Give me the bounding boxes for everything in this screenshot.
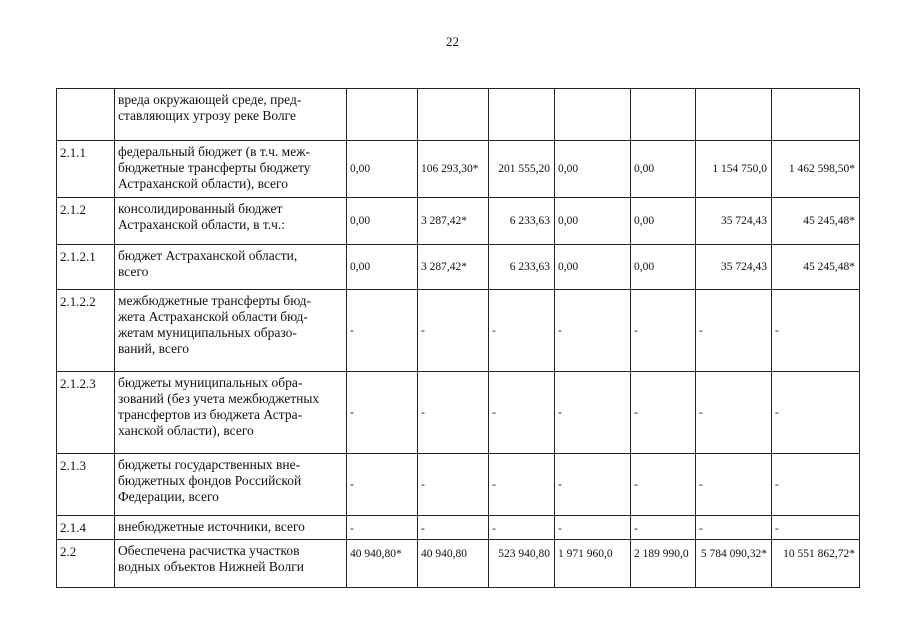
table-row xyxy=(57,141,860,198)
value-cell: 10 551 862,72* xyxy=(772,540,860,588)
value-cell: 1 154 750,0 xyxy=(696,141,772,198)
row-number: 2.1.2 xyxy=(57,198,115,245)
value-cell: 3 287,42* xyxy=(418,198,489,245)
table-row xyxy=(57,454,860,516)
description-line: внебюджетные источники, всего xyxy=(118,519,305,534)
value-cell: - xyxy=(489,516,555,540)
value-cell xyxy=(489,89,555,141)
value-cell: 106 293,30* xyxy=(418,141,489,198)
value-cell: - xyxy=(347,372,418,454)
description-line: бюджеты муниципальных обра- xyxy=(118,375,303,390)
value-cell: 0,00 xyxy=(347,245,418,290)
value-cell: - xyxy=(347,454,418,516)
value-cell: 45 245,48* xyxy=(772,245,860,290)
value-cell: 3 287,42* xyxy=(418,245,489,290)
value-cell: - xyxy=(418,372,489,454)
value-cell: - xyxy=(489,372,555,454)
value-cell: - xyxy=(631,372,696,454)
row-description xyxy=(115,540,347,588)
value-cell: 35 724,43 xyxy=(696,198,772,245)
row-description xyxy=(115,516,347,540)
row-description xyxy=(115,245,347,290)
value-cell: - xyxy=(696,372,772,454)
row-description xyxy=(115,454,347,516)
value-cell: 0,00 xyxy=(631,245,696,290)
value-cell: 201 555,20 xyxy=(489,141,555,198)
value-cell: - xyxy=(347,516,418,540)
row-description xyxy=(115,372,347,454)
value-cell: - xyxy=(696,516,772,540)
table-row xyxy=(57,89,860,141)
description-line: федеральный бюджет (в т.ч. меж- xyxy=(118,144,311,159)
table-row xyxy=(57,290,860,372)
value-cell: 45 245,48* xyxy=(772,198,860,245)
value-cell: 0,00 xyxy=(555,141,631,198)
value-cell: - xyxy=(772,516,860,540)
description-line: всего xyxy=(118,264,149,279)
description-line: ханской области), всего xyxy=(118,423,254,438)
description-line: водных объектов Нижней Волги xyxy=(118,559,304,574)
value-cell: - xyxy=(696,290,772,372)
value-cell: 0,00 xyxy=(555,245,631,290)
value-cell: - xyxy=(418,516,489,540)
value-cell: 40 940,80* xyxy=(347,540,418,588)
value-cell: - xyxy=(772,454,860,516)
value-cell: - xyxy=(555,516,631,540)
value-cell: 2 189 990,0 xyxy=(631,540,696,588)
value-cell: 523 940,80 xyxy=(489,540,555,588)
row-description xyxy=(115,141,347,198)
value-cell: - xyxy=(347,290,418,372)
description-line: ваний, всего xyxy=(118,341,190,356)
value-cell xyxy=(555,89,631,141)
row-number: 2.1.3 xyxy=(57,454,115,516)
description-line: Астраханской области, в т.ч.: xyxy=(118,217,286,232)
page-number: 22 xyxy=(446,34,459,49)
value-cell: 0,00 xyxy=(631,198,696,245)
value-cell: - xyxy=(555,454,631,516)
value-cell: - xyxy=(418,454,489,516)
value-cell xyxy=(347,89,418,141)
value-cell: 0,00 xyxy=(347,198,418,245)
description-line: зований (без учета межбюджетных xyxy=(118,391,320,406)
value-cell: - xyxy=(631,290,696,372)
value-cell: 6 233,63 xyxy=(489,245,555,290)
description-line: консолидированный бюджет xyxy=(118,201,283,216)
row-number: 2.2 xyxy=(57,540,115,588)
row-number: 2.1.2.2 xyxy=(57,290,115,372)
value-cell: 35 724,43 xyxy=(696,245,772,290)
value-cell xyxy=(418,89,489,141)
description-line: бюджет Астраханской области, xyxy=(118,248,298,263)
value-cell: 0,00 xyxy=(555,198,631,245)
value-cell xyxy=(772,89,860,141)
description-line: бюджетных фондов Российской xyxy=(118,473,302,488)
description-line: вреда окружающей среде, пред- xyxy=(118,92,302,107)
table-row xyxy=(57,516,860,540)
value-cell: - xyxy=(489,454,555,516)
value-cell: - xyxy=(696,454,772,516)
value-cell: 5 784 090,32* xyxy=(696,540,772,588)
description-line: Федерации, всего xyxy=(118,489,219,504)
value-cell: - xyxy=(631,454,696,516)
value-cell: - xyxy=(772,290,860,372)
row-number: 2.1.4 xyxy=(57,516,115,540)
row-description xyxy=(115,290,347,372)
description-line: жетам муниципальных образо- xyxy=(118,325,297,340)
table-row xyxy=(57,540,860,588)
row-description xyxy=(115,198,347,245)
value-cell: 0,00 xyxy=(347,141,418,198)
value-cell: 0,00 xyxy=(631,141,696,198)
table-row xyxy=(57,245,860,290)
description-line: ставляющих угрозу реке Волге xyxy=(118,108,296,123)
row-number: 2.1.2.3 xyxy=(57,372,115,454)
value-cell: 1 971 960,0 xyxy=(555,540,631,588)
row-number: 2.1.2.1 xyxy=(57,245,115,290)
value-cell xyxy=(631,89,696,141)
table-row xyxy=(57,372,860,454)
value-cell: - xyxy=(418,290,489,372)
value-cell: - xyxy=(555,290,631,372)
description-line: трансфертов из бюджета Астра- xyxy=(118,407,303,422)
value-cell: - xyxy=(631,516,696,540)
value-cell: 6 233,63 xyxy=(489,198,555,245)
table-row xyxy=(57,198,860,245)
description-line: межбюджетные трансферты бюд- xyxy=(118,293,312,308)
description-line: Астраханской области), всего xyxy=(118,176,288,191)
value-cell: - xyxy=(555,372,631,454)
row-number xyxy=(57,89,115,141)
description-line: бюджеты государственных вне- xyxy=(118,457,301,472)
description-line: Обеспечена расчистка участков xyxy=(118,543,300,558)
value-cell: - xyxy=(772,372,860,454)
description-line: бюджетные трансферты бюджету xyxy=(118,160,311,175)
description-line: жета Астраханской области бюд- xyxy=(118,309,308,324)
value-cell: 1 462 598,50* xyxy=(772,141,860,198)
budget-table xyxy=(56,88,860,588)
value-cell: - xyxy=(489,290,555,372)
row-number: 2.1.1 xyxy=(57,141,115,198)
row-description xyxy=(115,89,347,141)
value-cell: 40 940,80 xyxy=(418,540,489,588)
value-cell xyxy=(696,89,772,141)
